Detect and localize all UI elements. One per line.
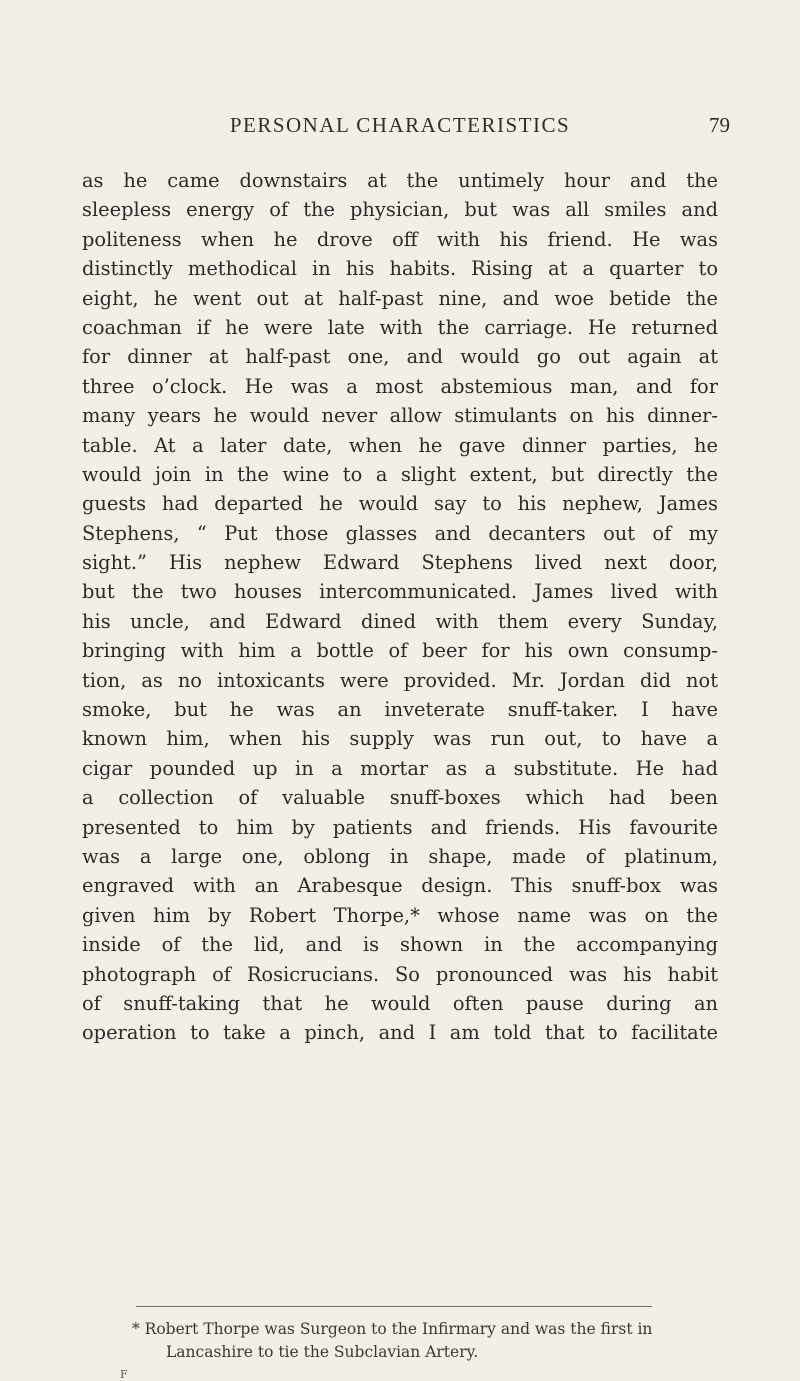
text-line: guests had departed he would say to his nephew, James [82,492,718,516]
text-line: sleepless energy of the physician, but was all smiles and [82,198,718,222]
text-line: coachman if he were late with the carriage. He returned [82,315,718,339]
text-line: as he came downstairs at the untimely hour and the [82,169,718,192]
text-line: photograph of Rosicrucians. So pronounced was his habit [82,962,718,986]
text-line: but the two houses intercommunicated. James lived with [82,580,718,604]
text-line: sight.” His nephew Edward Stephens lived next door, [82,551,718,575]
text-line: presented to him by patients and friends. His favourite [82,815,718,839]
text-line: for dinner at half-past one, and would go out again at [82,345,718,369]
text-line: inside of the lid, and is shown in the accompanying [82,933,718,957]
text-line: a collection of valuable snuff-boxes which had been [82,786,718,810]
text-line: table. At a later date, when he gave dinner parties, he [82,433,718,457]
text-line: was a large one, oblong in shape, made of platinum, [82,844,718,868]
footnote-line: * Robert Thorpe was Surgeon to the Infirmary and was the first in [132,1320,653,1338]
signature-mark: F [120,1368,128,1381]
text-line: would join in the wine to a slight extent, but directly the [82,462,718,486]
text-line: of snuff-taking that he would often pause during an [82,991,718,1015]
running-head [70,113,730,143]
text-line: operation to take a pinch, and I am told that to facilitate [82,1021,718,1045]
text-line: politeness when he drove off with his friend. He was [82,227,718,251]
text-line: engraved with an Arabesque design. This snuff-box was [82,874,718,898]
text-line: his uncle, and Edward dined with them every Sunday, [82,609,718,633]
text-line: Stephens, “ Put those glasses and decanters out of my [82,521,718,545]
footnote-line: Lancashire to tie the Subclavian Artery. [166,1343,479,1361]
body-text [82,166,718,1048]
page-number: 79 [709,113,730,137]
text-line: tion, as no intoxicants were provided. Mr. Jordan did not [82,668,718,692]
text-line: bringing with him a bottle of beer for his own consump- [82,639,718,663]
running-title: PERSONAL CHARACTERISTICS [229,113,571,137]
text-line: three o’clock. He was a most abstemious man, and for [82,374,718,398]
footnote [120,1318,680,1364]
text-line: smoke, but he was an inveterate snuff-taker. I have [82,698,718,722]
text-line: many years he would never allow stimulants on his dinner- [82,404,718,428]
footnote-rule [136,1306,652,1307]
text-line: eight, he went out at half-past nine, and woe betide the [82,286,718,310]
text-line: distinctly methodical in his habits. Rising at a quarter to [82,257,718,281]
text-line: given him by Robert Thorpe,* whose name was on the [82,903,718,927]
text-line: known him, when his supply was run out, to have a [82,727,718,751]
text-line: cigar pounded up in a mortar as a substitute. He had [82,756,718,780]
